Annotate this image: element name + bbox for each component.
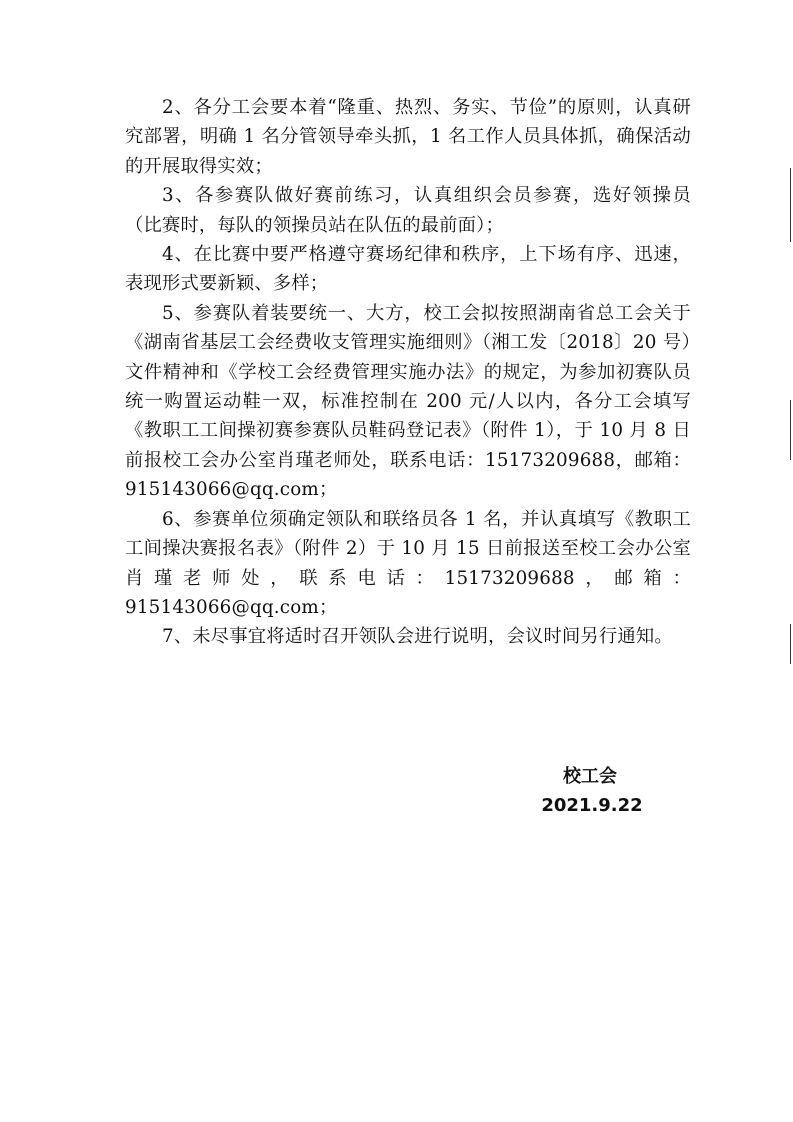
paragraph-item-5: 5、参赛队着装要统一、大方，校工会拟按照湖南省总工会关于《湖南省基层工会经费收支管理实施细则》（湘工发〔2018〕20 号）文件精神和《学校工会经费管理实施办法》的规定，为参加初赛队员统一购置运动鞋一双，标准控制在 200 元/人以内，各分工会填写《教职工工间操初赛参赛队员鞋码登记表》（附件 1），于 10 月 8 日前报校工会办公室肖瑾老师处，联系电话：15173209688，邮箱：915143066@qq.com； [125,302,691,501]
page-edge-mark [790,624,791,664]
paragraph-item-7: 7、未尽事宜将适时召开领队会进行说明，会议时间另行通知。 [162,626,673,648]
paragraph-item-6: 6、参赛单位须确定领队和联络员各 1 名，并认真填写《教职工工间操决赛报名表》（附件 2）于 10 月 15 日前报送至校工会办公室肖瑾老师处，联系电话：15173209688，邮箱：915143066@qq.com； [125,508,691,618]
signature-organization: 校工会 [563,766,617,787]
paragraph-item-2: 2、各分工会要本着“隆重、热烈、务实、节俭”的原则，认真研究部署，明确 1 名分管领导牵头抓，1 名工作人员具体抓，确保活动的开展取得实效； [125,97,691,177]
page-edge-mark [790,400,791,460]
signature-date: 2021.9.22 [541,795,643,816]
paragraph-item-4: 4、在比赛中要严格遵守赛场纪律和秩序，上下场有序、迅速，表现形式要新颖、多样； [125,244,691,295]
notice-body [125,93,691,652]
paragraph-item-3: 3、各参赛队做好赛前练习，认真组织会员参赛，选好领操员（比赛时，每队的领操员站在队伍的最前面）； [125,185,691,236]
page-edge-mark [790,168,791,242]
